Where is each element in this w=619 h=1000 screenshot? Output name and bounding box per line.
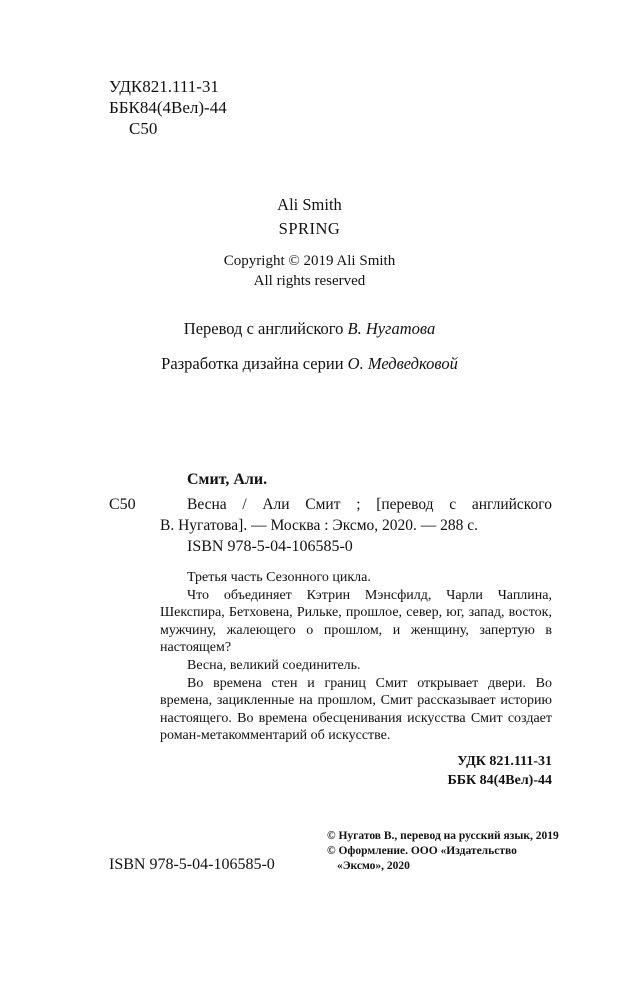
annotation-paragraph: Что объединяет Кэтрин Мэнсфилд, Чарли Чаплина, Шекспира, Бетховена, Рильке, прошлое, север, юг, запад, восток, мужчину, жалеющего о прошлом, и женщину, запертую в настоящем? <box>160 587 552 656</box>
bib-code: С50 <box>109 496 136 513</box>
bib-description-line1: Весна / Али Смит ; [перевод с английского <box>187 496 552 513</box>
bib-author-heading: Смит, Али. <box>187 471 268 488</box>
bbk-code: ББК84(4Вел)-44 <box>109 98 227 117</box>
translation-label: Перевод с английского <box>183 319 348 338</box>
design-label: Разработка дизайна серии <box>161 354 348 373</box>
annotation-paragraph: Третья часть Сезонного цикла. <box>187 570 371 585</box>
copyright-block <box>0 251 619 291</box>
original-author: Ali Smith <box>277 195 342 214</box>
original-title: SPRING <box>278 219 341 238</box>
credit-line: © Нугатов В., перевод на русский язык, 2019 <box>327 830 559 842</box>
udk-code: УДК821.111-31 <box>109 77 219 96</box>
bbk-code-bottom: ББК 84(4Вел)-44 <box>447 773 552 788</box>
classification-codes-bottom <box>370 752 552 790</box>
rights-line: All rights reserved <box>253 273 366 289</box>
designer-name: О. Медведковой <box>347 354 458 373</box>
annotation <box>160 569 552 745</box>
bib-description <box>160 494 552 536</box>
bib-isbn: ISBN 978-5-04-106585-0 <box>187 538 353 555</box>
classification-block <box>109 76 227 139</box>
annotation-paragraph: Весна, великий соединитель. <box>187 657 361 673</box>
copyright-credits <box>327 829 559 874</box>
credit-line: «Эксмо», 2020 <box>337 860 410 872</box>
annotation-paragraph: Во времена стен и границ Смит открывает двери. Во времена, зацикленные на прошлом, Смит рассказывает историю настоящего. Во времена обесценивания искусства Смит создает роман-метакомментарий об искусстве. <box>160 675 552 744</box>
copyright-line: Copyright © 2019 Ali Smith <box>223 253 396 269</box>
translator-name: В. Нугатова <box>347 319 436 338</box>
translation-credit <box>0 319 619 339</box>
credit-line: © Оформление. ООО «Издательство <box>327 845 517 857</box>
author-mark: С50 <box>129 119 158 138</box>
udk-code-bottom: УДК 821.111-31 <box>457 754 552 769</box>
isbn-bottom: ISBN 978-5-04-106585-0 <box>109 856 275 873</box>
design-credit <box>0 354 619 374</box>
bib-description-line2: В. Нугатова]. — Москва : Эксмо, 2020. — 288 с. <box>160 517 479 534</box>
